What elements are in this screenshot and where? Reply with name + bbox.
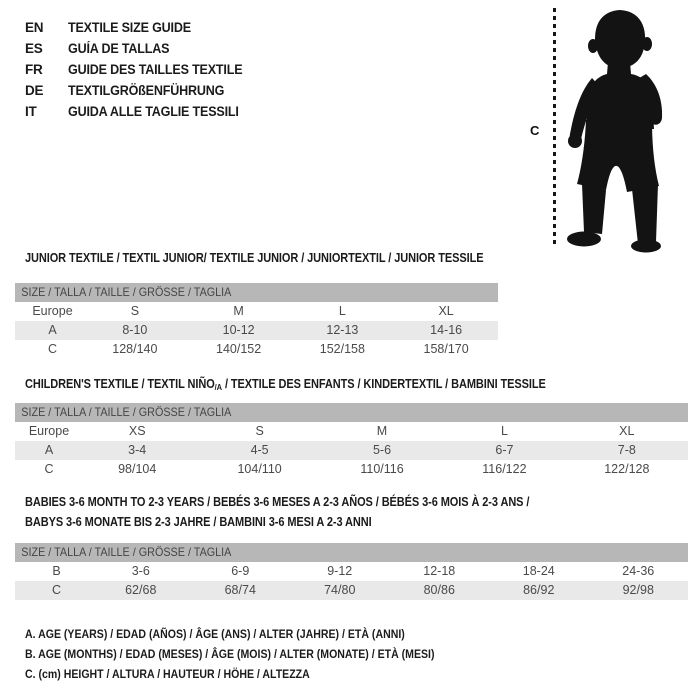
row-label-cell: A <box>44 443 54 457</box>
size-cell: S <box>255 424 264 438</box>
size-header-label: SIZE / TALLA / TAILLE / GRÖSSE / TAGLIA <box>21 545 232 559</box>
row-label-cell: C <box>51 583 62 597</box>
size-cell: 140/152 <box>216 342 262 356</box>
size-cell: 98/104 <box>118 462 157 476</box>
language-title: GUIDA ALLE TAGLIE TESSILI <box>68 104 239 119</box>
legend-note-b: B. AGE (MONTHS) / EDAD (MESES) / ÂGE (MOIS) / ALTER (MONATE) / ETÀ (MESI) <box>25 647 435 661</box>
baby-figure <box>528 6 692 258</box>
size-cell: XS <box>128 424 146 438</box>
language-code: IT <box>25 104 37 119</box>
size-cell: 68/74 <box>224 583 256 597</box>
size-cell: 6-7 <box>495 443 514 457</box>
size-cell: 3-4 <box>128 443 147 457</box>
size-cell: S <box>130 304 140 318</box>
table-row-height <box>15 581 688 600</box>
size-cell: 92/98 <box>622 583 654 597</box>
size-cell: 104/110 <box>237 462 282 476</box>
table-row-europe <box>15 422 688 441</box>
language-title: GUÍA DE TALLAS <box>68 41 170 56</box>
baby-silhouette-icon <box>562 8 674 254</box>
height-dashed-line-icon <box>553 8 556 248</box>
babies-title-line1: BABIES 3-6 MONTH TO 2-3 YEARS / BEBÉS 3-6 MESES A 2-3 AÑOS / BÉBÉS 3-6 MOIS À 2-3 ANS / <box>25 495 530 509</box>
babies-table-title <box>25 492 529 532</box>
size-cell: 14-16 <box>430 323 463 337</box>
legend-notes <box>25 624 490 684</box>
size-cell: L <box>338 304 346 318</box>
children-table-title <box>25 374 546 397</box>
language-list <box>25 17 256 122</box>
size-header-band <box>15 403 688 422</box>
row-label-cell: Europe <box>28 424 70 438</box>
junior-size-table <box>15 283 498 359</box>
size-cell: 86/92 <box>523 583 555 597</box>
height-measure-label: C <box>530 123 540 138</box>
size-cell: 18-24 <box>522 564 555 578</box>
size-cell: 24-36 <box>622 564 655 578</box>
size-header-label: SIZE / TALLA / TAILLE / GRÖSSE / TAGLIA <box>21 285 232 299</box>
size-cell: XL <box>438 304 454 318</box>
size-cell: 128/140 <box>112 342 158 356</box>
language-row-es <box>25 38 256 59</box>
size-cell: 7-8 <box>617 443 636 457</box>
language-code: EN <box>25 20 44 35</box>
language-title: TEXTILE SIZE GUIDE <box>68 20 191 35</box>
children-title-pre: CHILDREN'S TEXTILE / TEXTIL NIÑO <box>25 377 215 391</box>
size-header-band <box>15 283 498 302</box>
babies-title-line2: BABYS 3-6 MONATE BIS 2-3 JAHRE / BAMBINI 3-6 MESI A 2-3 ANNI <box>25 515 372 529</box>
size-header-label: SIZE / TALLA / TAILLE / GRÖSSE / TAGLIA <box>21 405 232 419</box>
language-title: GUIDE DES TAILLES TEXTILE <box>68 62 243 77</box>
language-row-en <box>25 17 256 38</box>
language-row-it <box>25 101 256 122</box>
legend-note-a: A. AGE (YEARS) / EDAD (AÑOS) / ÂGE (ANS) / ALTER (JAHRE) / ETÀ (ANNI) <box>25 627 405 641</box>
children-title-sub: /A <box>214 382 222 392</box>
row-label-cell: C <box>44 462 54 476</box>
junior-table-title: JUNIOR TEXTILE / TEXTIL JUNIOR/ TEXTILE JUNIOR / JUNIORTEXTIL / JUNIOR TESSILE <box>25 251 484 265</box>
language-title: TEXTILGRÖßENFÜHRUNG <box>68 83 225 98</box>
size-cell: 158/170 <box>423 342 469 356</box>
size-header-band <box>15 543 688 562</box>
size-cell: L <box>500 424 508 438</box>
size-cell: 4-5 <box>250 443 269 457</box>
size-cell: 12-18 <box>423 564 456 578</box>
language-row-de <box>25 80 256 101</box>
row-label-cell: C <box>47 342 58 356</box>
size-cell: 6-9 <box>231 564 250 578</box>
table-row-height <box>15 340 498 359</box>
size-cell: 116/122 <box>482 462 527 476</box>
size-cell: 110/116 <box>360 462 404 476</box>
table-row-months <box>15 562 688 581</box>
row-label-cell: A <box>48 323 57 337</box>
size-cell: 5-6 <box>372 443 392 457</box>
language-code: DE <box>25 83 44 98</box>
size-cell: 12-13 <box>326 323 359 337</box>
size-cell: 62/68 <box>125 583 157 597</box>
size-cell: 74/80 <box>324 583 356 597</box>
table-row-europe <box>15 302 498 321</box>
table-row-age <box>15 321 498 340</box>
children-size-table <box>15 403 688 479</box>
size-cell: 3-6 <box>131 564 150 578</box>
children-title-post: / TEXTILE DES ENFANTS / KINDERTEXTIL / BAMBINI TESSILE <box>221 377 546 391</box>
table-row-height <box>15 460 688 479</box>
size-cell: 10-12 <box>222 323 255 337</box>
babies-size-table <box>15 543 688 600</box>
size-cell: M <box>233 304 244 318</box>
language-row-fr <box>25 59 256 80</box>
legend-note-c: C. (cm) HEIGHT / ALTURA / HAUTEUR / HÖHE / ALTEZZA <box>25 667 310 681</box>
size-cell: 152/158 <box>319 342 365 356</box>
language-code: FR <box>25 62 43 77</box>
size-cell: 80/86 <box>423 583 455 597</box>
size-cell: 8-10 <box>122 323 148 337</box>
language-code: ES <box>25 41 43 56</box>
size-cell: 122/128 <box>604 462 650 476</box>
row-label-cell: Europe <box>32 304 73 318</box>
row-label-cell: B <box>52 564 61 578</box>
size-cell: M <box>376 424 388 438</box>
size-cell: 9-12 <box>327 564 353 578</box>
table-row-age <box>15 441 688 460</box>
size-cell: XL <box>619 424 635 438</box>
